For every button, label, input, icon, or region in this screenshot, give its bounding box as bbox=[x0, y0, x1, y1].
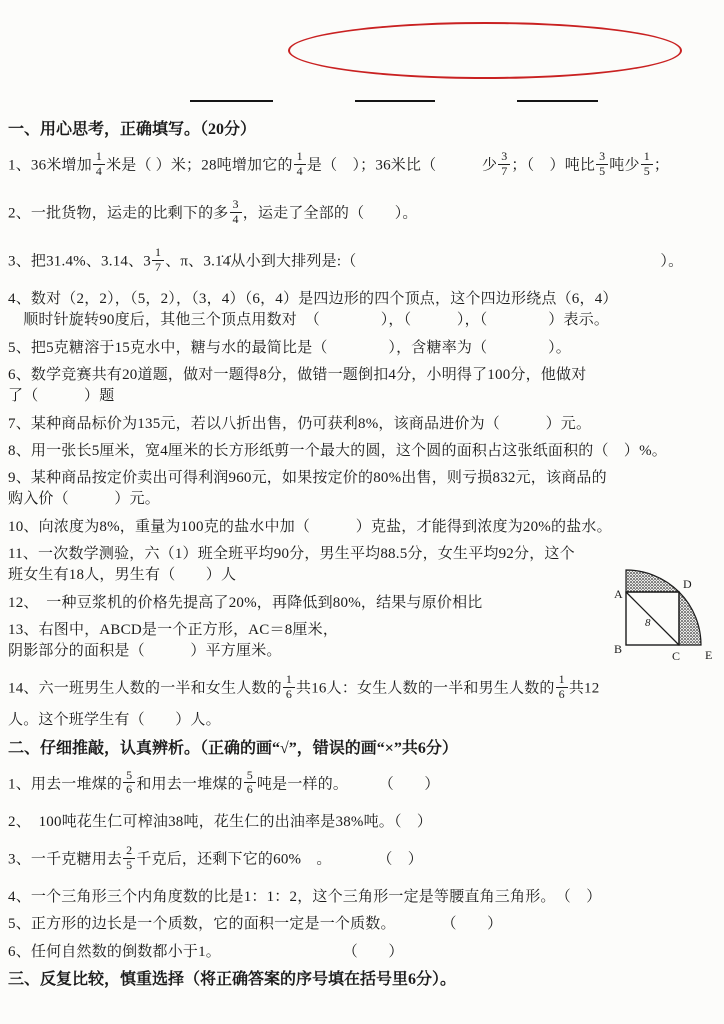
red-oval-mark bbox=[288, 22, 682, 79]
text-run: 13、右图中，ABCD是一个正方形，AC＝8厘米， bbox=[8, 621, 339, 638]
problem bbox=[8, 414, 720, 435]
text-run: ；（ ）吨比 bbox=[511, 157, 596, 174]
problem-line bbox=[8, 241, 720, 283]
vertex-label-d: D bbox=[683, 577, 692, 591]
text-run: 4、一个三角形三个内角度数的比是1：1：2，这个三角形一定是等腰直角三角形。 （ ） bbox=[8, 889, 602, 906]
problem-line bbox=[8, 145, 720, 187]
fraction-numerator: 1 bbox=[95, 149, 103, 164]
text-run: 共16人：女生人数的一半和男生人数的 bbox=[296, 680, 555, 697]
fraction-numerator: 5 bbox=[126, 768, 133, 783]
text-run: 人。这个班学生有（ ）人。 bbox=[8, 712, 221, 729]
fraction-denominator: 5 bbox=[123, 858, 135, 872]
problem bbox=[8, 241, 720, 283]
fraction-numerator: 1 bbox=[155, 245, 162, 260]
fraction-numerator: 3 bbox=[599, 149, 606, 164]
problem bbox=[8, 145, 720, 187]
fraction-denominator: 6 bbox=[556, 687, 568, 701]
problem bbox=[8, 812, 720, 833]
text-run: 2、一批货物，运走的比剩下的多 bbox=[8, 205, 229, 222]
fraction-numerator: 1 bbox=[296, 149, 303, 164]
text-run: 3、把31.4%、3.14、3 bbox=[8, 253, 151, 270]
fraction bbox=[641, 150, 653, 178]
problem-line bbox=[8, 710, 720, 731]
blank-underline bbox=[190, 100, 273, 102]
text-run: 6、任何自然数的倒数都小于1。 （ ） bbox=[8, 943, 404, 960]
text-run: 8、用一张长5厘米，宽4厘米的长方形纸剪一个最大的圆，这个圆的面积占这张纸面积的（ ）%。 bbox=[8, 442, 667, 459]
fraction-denominator: 7 bbox=[498, 164, 510, 178]
text-run: 6、数学竞赛共有20道题，做对一题得8分，做错一题倒扣4分，小明得了100分，他做对 bbox=[8, 366, 587, 383]
text-run: 1、用去一堆煤的 bbox=[8, 776, 123, 793]
section-true-false bbox=[8, 738, 720, 963]
text-run: 5、正方形的边长是一个质数，它的面积一定是一个质数。 （ ） bbox=[8, 916, 503, 933]
fraction bbox=[556, 673, 568, 701]
text-run: 吨少 bbox=[609, 157, 640, 174]
fraction bbox=[123, 844, 135, 872]
problem bbox=[8, 289, 720, 332]
problem-line bbox=[8, 289, 720, 310]
text-run: 和用去一堆煤的 bbox=[136, 776, 243, 793]
fraction bbox=[244, 769, 256, 797]
fraction-numerator: 3 bbox=[232, 197, 239, 212]
problem bbox=[8, 839, 720, 881]
problem-line bbox=[8, 386, 720, 407]
fraction-denominator: 5 bbox=[641, 164, 653, 178]
text-run: ，运走了全部的（ ）。 bbox=[242, 205, 418, 222]
text-run: 了（ ）题 bbox=[8, 388, 115, 405]
problem bbox=[8, 668, 720, 731]
fraction-numerator: 1 bbox=[558, 672, 565, 687]
blank-underline bbox=[517, 100, 598, 102]
text-run: 14、六一班男生人数的一半和女生人数的 bbox=[8, 680, 282, 697]
text-run: 4、数对（2，2），（5，2），（3，4）（6，4）是四边形的四个顶点，这个四边形绕点（6，4） bbox=[8, 291, 618, 308]
fraction bbox=[283, 673, 295, 701]
problem-line bbox=[8, 942, 720, 963]
problem bbox=[8, 365, 720, 408]
problem-line bbox=[8, 365, 720, 386]
fraction-denominator: 4 bbox=[294, 164, 306, 178]
problem-line bbox=[8, 914, 720, 935]
problem bbox=[8, 887, 720, 908]
text-run: ； bbox=[653, 157, 670, 174]
problem-line bbox=[8, 441, 720, 462]
fraction-denominator: 5 bbox=[596, 164, 608, 178]
diagonal-length-label: 8 bbox=[645, 617, 651, 629]
vertex-label-a: A bbox=[614, 587, 623, 601]
problem-line bbox=[8, 764, 720, 806]
text-run: 3、一千克糖用去 bbox=[8, 851, 123, 868]
geometry-figure bbox=[612, 560, 718, 674]
text-run: 购入价（ ）元。 bbox=[8, 491, 161, 508]
section-title: 三、反复比较，慎重选择（将正确答案的序号填在括号里6分）。 bbox=[8, 970, 457, 988]
fraction bbox=[123, 769, 135, 797]
fraction-denominator: 6 bbox=[123, 782, 135, 796]
text-run: 12、 一种豆浆机的价格先提高了20%，再降低到80%，结果与原价相比 bbox=[8, 594, 483, 611]
problem-line bbox=[8, 193, 720, 235]
text-run: 11、一次数学测验，六（1）班全班平均90分，男生平均88.5分，女生平均92分，这个 bbox=[8, 545, 575, 562]
fraction-denominator: 6 bbox=[283, 687, 295, 701]
text-run: 千克后，还剩下它的60% 。 （ ） bbox=[136, 851, 424, 868]
fraction-numerator: 1 bbox=[285, 672, 293, 687]
vertex-label-c: C bbox=[672, 649, 681, 663]
fraction-denominator: 4 bbox=[230, 212, 242, 226]
problem-list bbox=[8, 764, 720, 963]
problem bbox=[8, 914, 720, 935]
problem bbox=[8, 764, 720, 806]
text-run: 是（ ）；36米比（ 少 bbox=[306, 157, 498, 174]
text-run: 9、某种商品按定价卖出可得利润960元，如果按定价的80%出售，则亏损832元，该商品的 bbox=[8, 470, 607, 487]
fraction-denominator: 6 bbox=[244, 782, 256, 796]
problem-line bbox=[8, 812, 720, 833]
fraction bbox=[596, 150, 608, 178]
problem-line bbox=[8, 668, 720, 710]
text-run: 、π、3.1̇4̇从小到大排列是:（ ）。 bbox=[165, 253, 684, 270]
fraction bbox=[230, 198, 242, 226]
problem-line bbox=[8, 517, 720, 538]
text-run: 7、某种商品标价为135元，若以八折出售，仍可获利8%，该商品进价为（ ）元。 bbox=[8, 415, 592, 432]
fraction-numerator: 3 bbox=[501, 149, 508, 164]
name-blank-row bbox=[0, 100, 724, 106]
text-run: 10、向浓度为8%，重量为100克的盐水中加（ ）克盐，才能得到浓度为20%的盐水。 bbox=[8, 518, 612, 535]
problem-line bbox=[8, 414, 720, 435]
text-run: 2、 100吨花生仁可榨油38吨，花生仁的出油率是38%吨。（ ） bbox=[8, 813, 433, 830]
problem-line bbox=[8, 489, 720, 510]
text-run: 5、把5克糖溶于15克水中，糖与水的最简比是（ ），含糖率为（ ）。 bbox=[8, 339, 572, 356]
problem bbox=[8, 517, 720, 538]
text-run: 阴影部分的面积是（ ）平方厘米。 bbox=[8, 643, 282, 660]
text-run: 顺时针旋转90度后，其他三个顶点用数对 （ ），（ ），（ ）表示。 bbox=[8, 312, 610, 329]
fraction bbox=[498, 150, 510, 178]
text-run: 共12 bbox=[568, 680, 600, 697]
problem-line bbox=[8, 338, 720, 359]
text-run: 1、36米增加 bbox=[8, 157, 92, 174]
fraction-denominator: 7 bbox=[152, 260, 164, 274]
section-title: 二、仔细推敲，认真辨析。（正确的画“√”，错误的画“×”共6分） bbox=[8, 739, 458, 757]
problem-line bbox=[8, 468, 720, 489]
fraction-numerator: 5 bbox=[246, 768, 253, 783]
problem bbox=[8, 942, 720, 963]
fraction bbox=[152, 246, 164, 274]
problem bbox=[8, 468, 720, 511]
fraction-denominator: 4 bbox=[93, 164, 105, 178]
fraction-numerator: 2 bbox=[126, 843, 133, 858]
vertex-label-b: B bbox=[614, 642, 623, 656]
exam-body bbox=[8, 116, 720, 995]
problem-line bbox=[8, 839, 720, 881]
text-run: 米是（ ）米；28吨增加它的 bbox=[106, 157, 293, 174]
problem-line bbox=[8, 887, 720, 908]
fraction bbox=[294, 150, 306, 178]
text-run: 班女生有18人，男生有（ ）人 bbox=[8, 567, 237, 584]
blank-underline bbox=[355, 100, 435, 102]
vertex-label-e: E bbox=[705, 648, 713, 662]
section-multiple-choice bbox=[8, 969, 720, 991]
text-run: 吨是一样的。 （ ） bbox=[256, 776, 440, 793]
problem bbox=[8, 193, 720, 235]
section-title: 一、用心思考，正确填写。（20分） bbox=[8, 121, 257, 138]
fraction bbox=[93, 150, 105, 178]
problem bbox=[8, 441, 720, 462]
problem-line bbox=[8, 310, 720, 331]
problem bbox=[8, 338, 720, 359]
diagonal-ac bbox=[626, 592, 679, 645]
fraction-numerator: 1 bbox=[643, 149, 650, 164]
